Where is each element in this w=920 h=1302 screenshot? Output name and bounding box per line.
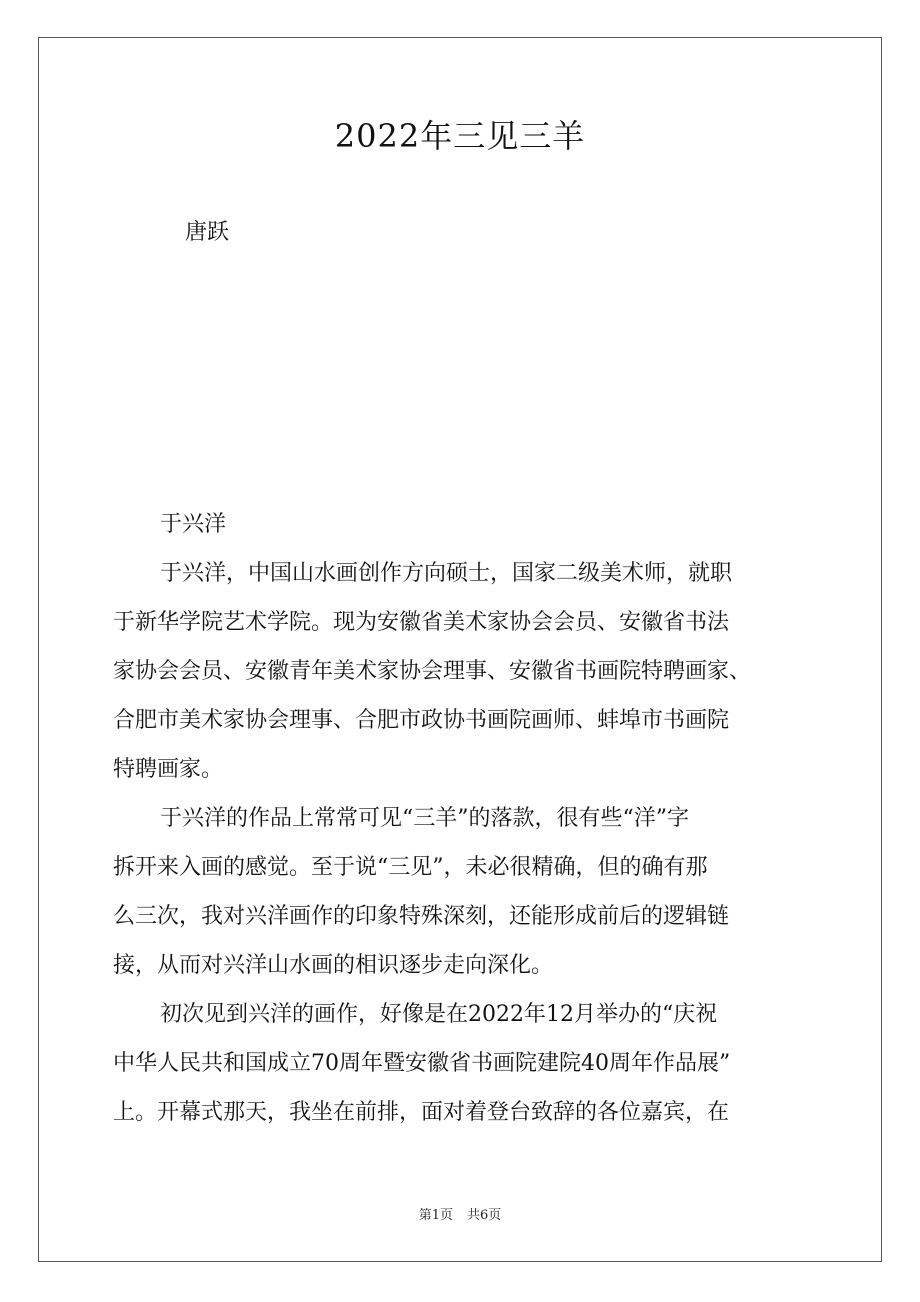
paragraph-line: 家协会会员、安徽青年美术家协会理事、安徽省书画院特聘画家、 — [113, 659, 752, 684]
author-name: 唐跃 — [185, 220, 230, 245]
paragraph-first-encounter — [113, 990, 828, 1137]
paragraph-line: 特聘画家。 — [113, 757, 224, 782]
page-number: 第1页 — [418, 1208, 453, 1223]
page-total: 共6页 — [467, 1208, 502, 1223]
paragraph-bio — [113, 549, 828, 794]
paragraph-sanyang — [113, 794, 828, 990]
paragraph-line: 么三次，我对兴洋画作的印象特殊深刻，还能形成前后的逻辑链 — [113, 904, 730, 929]
paragraph-line: 于兴洋的作品上常常可见“三羊”的落款，很有些“洋”字 — [160, 806, 689, 831]
paragraph-line: 拆开来入画的感觉。至于说“三见”，未必很精确，但的确有那 — [113, 855, 708, 880]
paragraph-line: 于兴洋，中国山水画创作方向硕士，国家二级美术师，就职 — [160, 561, 733, 586]
paragraph-line: 初次见到兴洋的画作，好像是在2022年12月举办的“庆祝 — [160, 1002, 718, 1027]
paragraph-line: 接，从而对兴洋山水画的相识逐步走向深化。 — [113, 953, 554, 978]
paragraph-line: 合肥市美术家协会理事、合肥市政协书画院画师、蚌埠市书画院 — [113, 708, 730, 733]
paragraph-line: 中华人民共和国成立70周年暨安徽省书画院建院40周年作品展” — [113, 1051, 731, 1076]
paragraph-line: 于兴洋 — [160, 512, 227, 537]
paragraph-line: 上。开幕式那天，我坐在前排，面对着登台致辞的各位嘉宾，在 — [113, 1100, 730, 1125]
page-footer — [0, 1206, 920, 1226]
document-title: 2022年三见三羊 — [334, 117, 586, 155]
paragraph-line: 于新华学院艺术学院。现为安徽省美术家协会会员、安徽省书法 — [113, 610, 730, 635]
paragraph-heading — [113, 500, 828, 549]
body-text — [113, 500, 828, 1137]
